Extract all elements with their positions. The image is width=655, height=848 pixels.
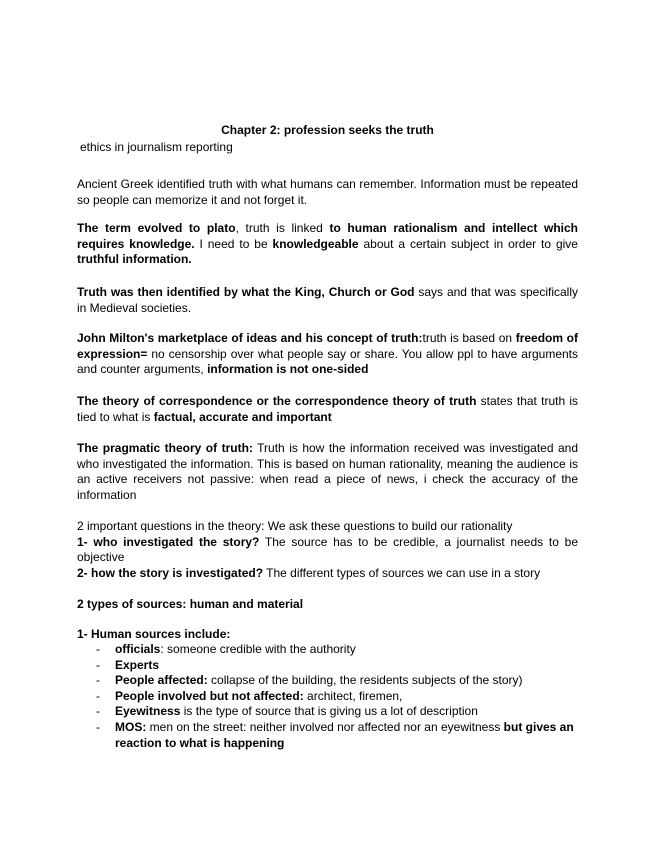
bold-text: John Milton's marketplace of ideas and his concept of truth: [77, 331, 423, 345]
question-2 [77, 566, 578, 582]
list-item [77, 642, 578, 658]
text: The source has to be credible, a journalist needs to be objective [77, 534, 578, 565]
bold-text: The term evolved to plato [77, 221, 236, 235]
list-item [77, 689, 578, 705]
text: states that truth is tied to what is [77, 394, 579, 424]
list-item [77, 720, 578, 751]
text: about a certain subject in order to give [358, 236, 578, 251]
questions-intro: 2 important questions in the theory: We ask these questions to build our rationality [77, 519, 513, 533]
text: men on the street: neither involved nor affected nor an eyewitness [146, 719, 504, 734]
human-sources-list [77, 642, 578, 751]
bold-text: Experts [115, 657, 160, 672]
bold-text: freedom of expression= [77, 331, 578, 361]
bold-text: 2- how the story is investigated? [77, 565, 264, 580]
question-1 [77, 535, 578, 566]
paragraph-pragmatic [77, 441, 578, 503]
page-title: Chapter 2: profession seeks the truth [221, 123, 434, 137]
paragraph-source-types [77, 597, 578, 613]
paragraph-human-sources [77, 627, 578, 643]
paragraph-questions [77, 519, 578, 581]
list-item [77, 673, 578, 689]
bullet-dash: - [96, 673, 100, 688]
text: Truth is how the information received was investigated and who investigated the information. This is based on human rationality, meaning the audience is an active receivers not passive: when read a piece of news, i check the accuracy of the information [77, 441, 578, 502]
text: I need to be [194, 236, 273, 251]
bold-text: People involved but not affected: [115, 688, 304, 703]
text: architect, firemen, [303, 688, 403, 703]
bullet-dash: - [96, 657, 100, 672]
bold-text: 2 types of sources: human and material [77, 597, 304, 611]
bullet-dash: - [96, 719, 100, 734]
list-item [77, 658, 578, 674]
bold-text: Eyewitness [115, 704, 181, 719]
bold-text: information is not one-sided [207, 362, 369, 377]
bold-text: Truth was then identified by what the King, Church or God [77, 285, 415, 299]
paragraph-milton [77, 331, 578, 378]
text: truth is based on [422, 331, 516, 345]
bold-text: 1- Human sources include: [77, 627, 231, 641]
paragraph-plato [77, 221, 578, 268]
text: : someone credible with the authority [160, 642, 356, 656]
bold-text: officials [115, 642, 161, 656]
paragraph-correspondence [77, 394, 578, 425]
bold-text: factual, accurate and important [153, 409, 332, 424]
bold-text: knowledgeable [272, 236, 359, 251]
bold-text: but gives an reaction to what is happening [115, 719, 574, 750]
bold-text: The theory of correspondence or the correspondence theory of truth [77, 394, 477, 408]
text: collapse of the building, the residents subjects of the story) [207, 673, 523, 688]
paragraph-ancient-greek: Ancient Greek identified truth with what humans can remember. Information must be repeated so people can memorize it and not forget it. [77, 177, 578, 207]
bold-text: 1- who investigated the story? [77, 534, 260, 549]
bold-text: MOS: [115, 719, 147, 734]
text: says and that was specifically in Medieval societies. [77, 285, 578, 315]
paragraph-medieval [77, 285, 578, 316]
text: no censorship over what people say or share. You allow ppl to have arguments and counter arguments, [77, 346, 578, 377]
bold-text: People affected: [115, 673, 208, 688]
bold-text: truthful information. [77, 252, 192, 267]
text: , truth is linked [235, 221, 330, 235]
bullet-dash: - [96, 688, 100, 703]
bullet-dash: - [96, 642, 100, 656]
bold-text: to human rationalism and intellect which requires knowledge. [77, 221, 579, 251]
bullet-dash: - [96, 704, 100, 719]
bold-text: The pragmatic theory of truth: [77, 441, 253, 455]
page-subtitle: ethics in journalism reporting [80, 140, 233, 154]
text: The different types of sources we can use in a story [263, 565, 541, 580]
text: is the type of source that is giving us a lot of description [180, 704, 478, 719]
list-item [77, 704, 578, 720]
